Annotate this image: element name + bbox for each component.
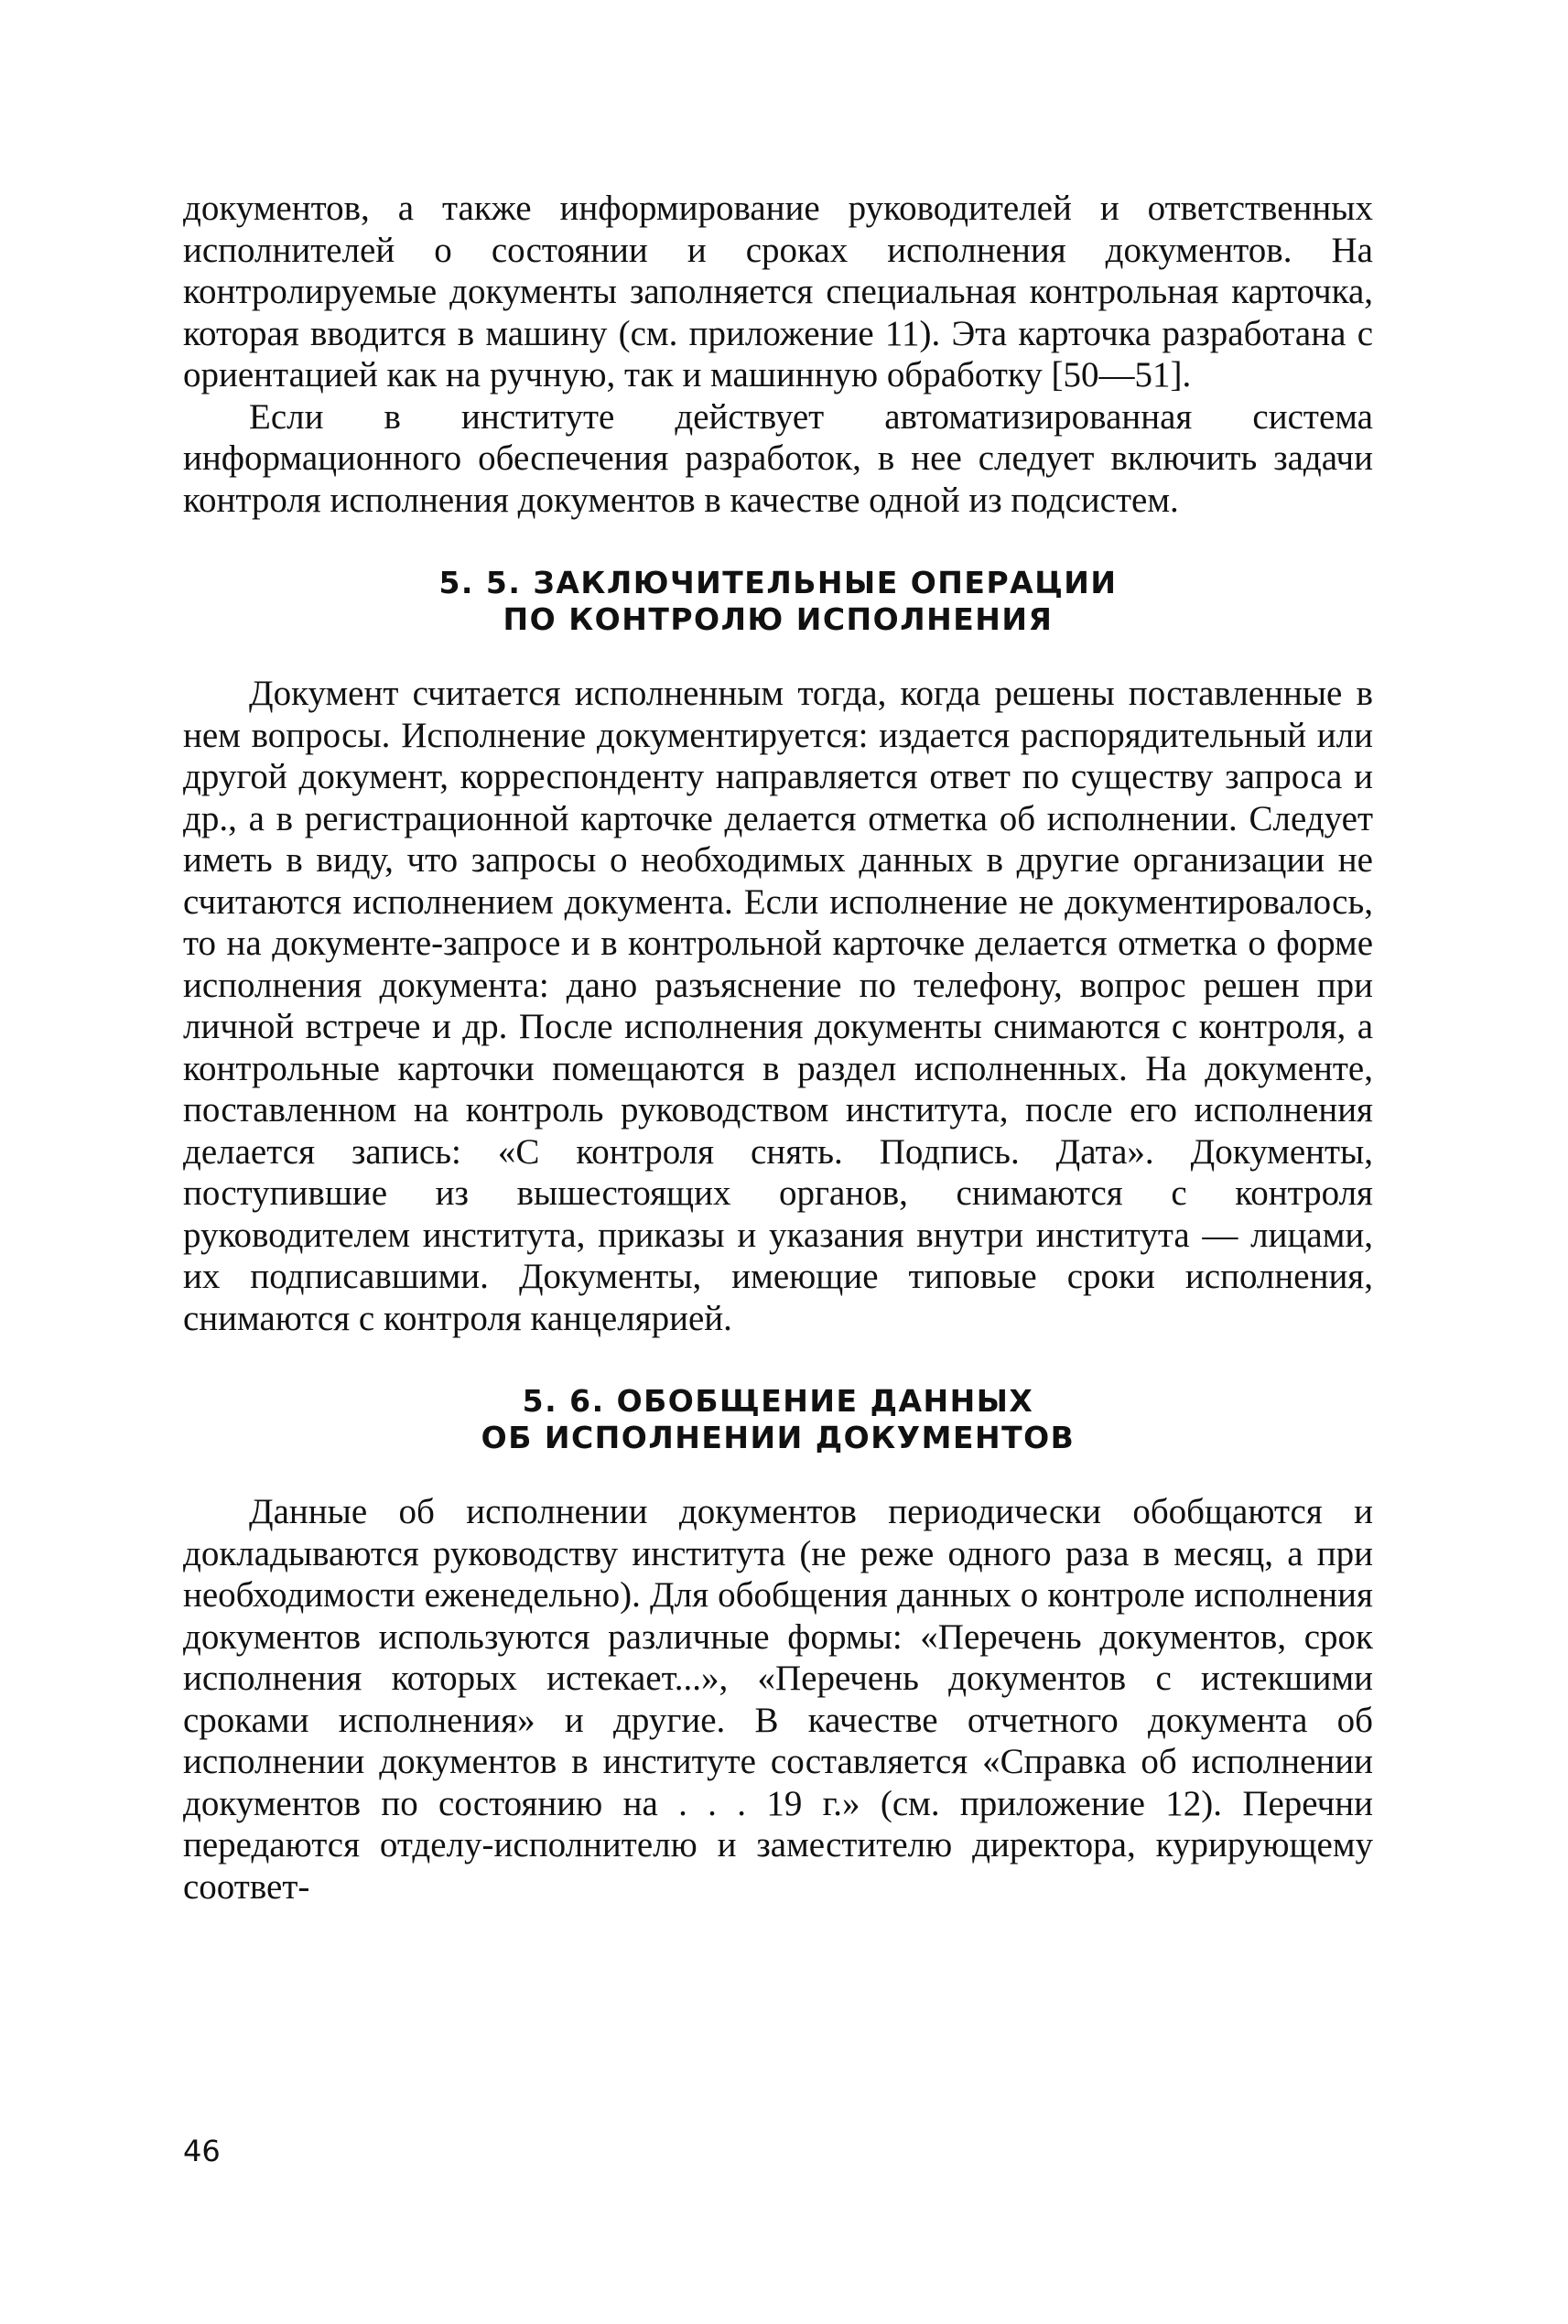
page-body bbox=[183, 188, 1373, 1908]
page-number: 46 bbox=[183, 2134, 221, 2168]
section-5-6-paragraph: Данные об исполнении документов периодически обобщаются и докладываются руководству института (не реже одного раза в месяц, а при необходимости еженедельно). Для обобщения данных о контроле исполнения документов используются различные формы: «Перечень документов, срок исполнения которых истекает...», «Перечень документов с истекшими сроками исполнения» и другие. В качестве отчетного документа об исполнении документов в институте составляется «Справка об исполнении документов по состоянию на . . . 19 г.» (см. приложение 12). Перечни передаются отделу-исполнителю и заместителю директора, курирующему соответ- bbox=[183, 1492, 1373, 1907]
section-5-5-heading-line-2: ПО КОНТРОЛЮ ИСПОЛНЕНИЯ bbox=[503, 601, 1054, 637]
section-5-5-paragraph: Документ считается исполненным тогда, когда решены поставленные в нем вопросы. Исполнение документируется: издается распорядительный или другой документ, корреспонденту направляется ответ по существу запроса и др., а в регистрационной карточке делается отметка об исполнении. Следует иметь в виду, что запросы о необходимых данных в другие организации не считаются исполнением документа. Если исполнение не документировалось, то на документе-запросе и в контрольной карточке делается отметка о форме исполнения документа: дано разъяснение по телефону, вопрос решен при личной встрече и др. После исполнения документы снимаются с контроля, а контрольные карточки помещаются в раздел исполненных. На документе, поставленном на контроль руководством института, после его исполнения делается запись: «С контроля снять. Подпись. Дата». Документы, поступившие из вышестоящих органов, снимаются с контроля руководителем института, приказы и указания внутри института — лицами, их подписавшими. Документы, имеющие типовые сроки исполнения, снимаются с контроля канцелярией. bbox=[183, 674, 1373, 1338]
section-5-6-heading-line-1: 5. 6. ОБОБЩЕНИЕ ДАННЫХ bbox=[522, 1383, 1034, 1419]
paragraph-intro-2: Если в институте действует автоматизированная система информационного обеспечения разработок, в нее следует включить задачи контроля исполнения документов в качестве одной из подсистем. bbox=[183, 396, 1373, 520]
section-5-6-heading bbox=[183, 1383, 1373, 1456]
section-5-5-heading-line-1: 5. 5. ЗАКЛЮЧИТЕЛЬНЫЕ ОПЕРАЦИИ bbox=[438, 565, 1118, 600]
section-5-5-heading bbox=[183, 565, 1373, 638]
section-5-6-heading-line-2: ОБ ИСПОЛНЕНИИ ДОКУМЕНТОВ bbox=[481, 1420, 1076, 1455]
paragraph-intro-1: документов, а также информирование руководителей и ответственных исполнителей о состоянии и сроках исполнения документов. На контролируемые документы заполняется специальная контрольная карточка, которая вводится в машину (см. приложение 11). Эта карточка разработана с ориентацией как на ручную, так и машинную обработку [50—51]. bbox=[183, 189, 1373, 395]
